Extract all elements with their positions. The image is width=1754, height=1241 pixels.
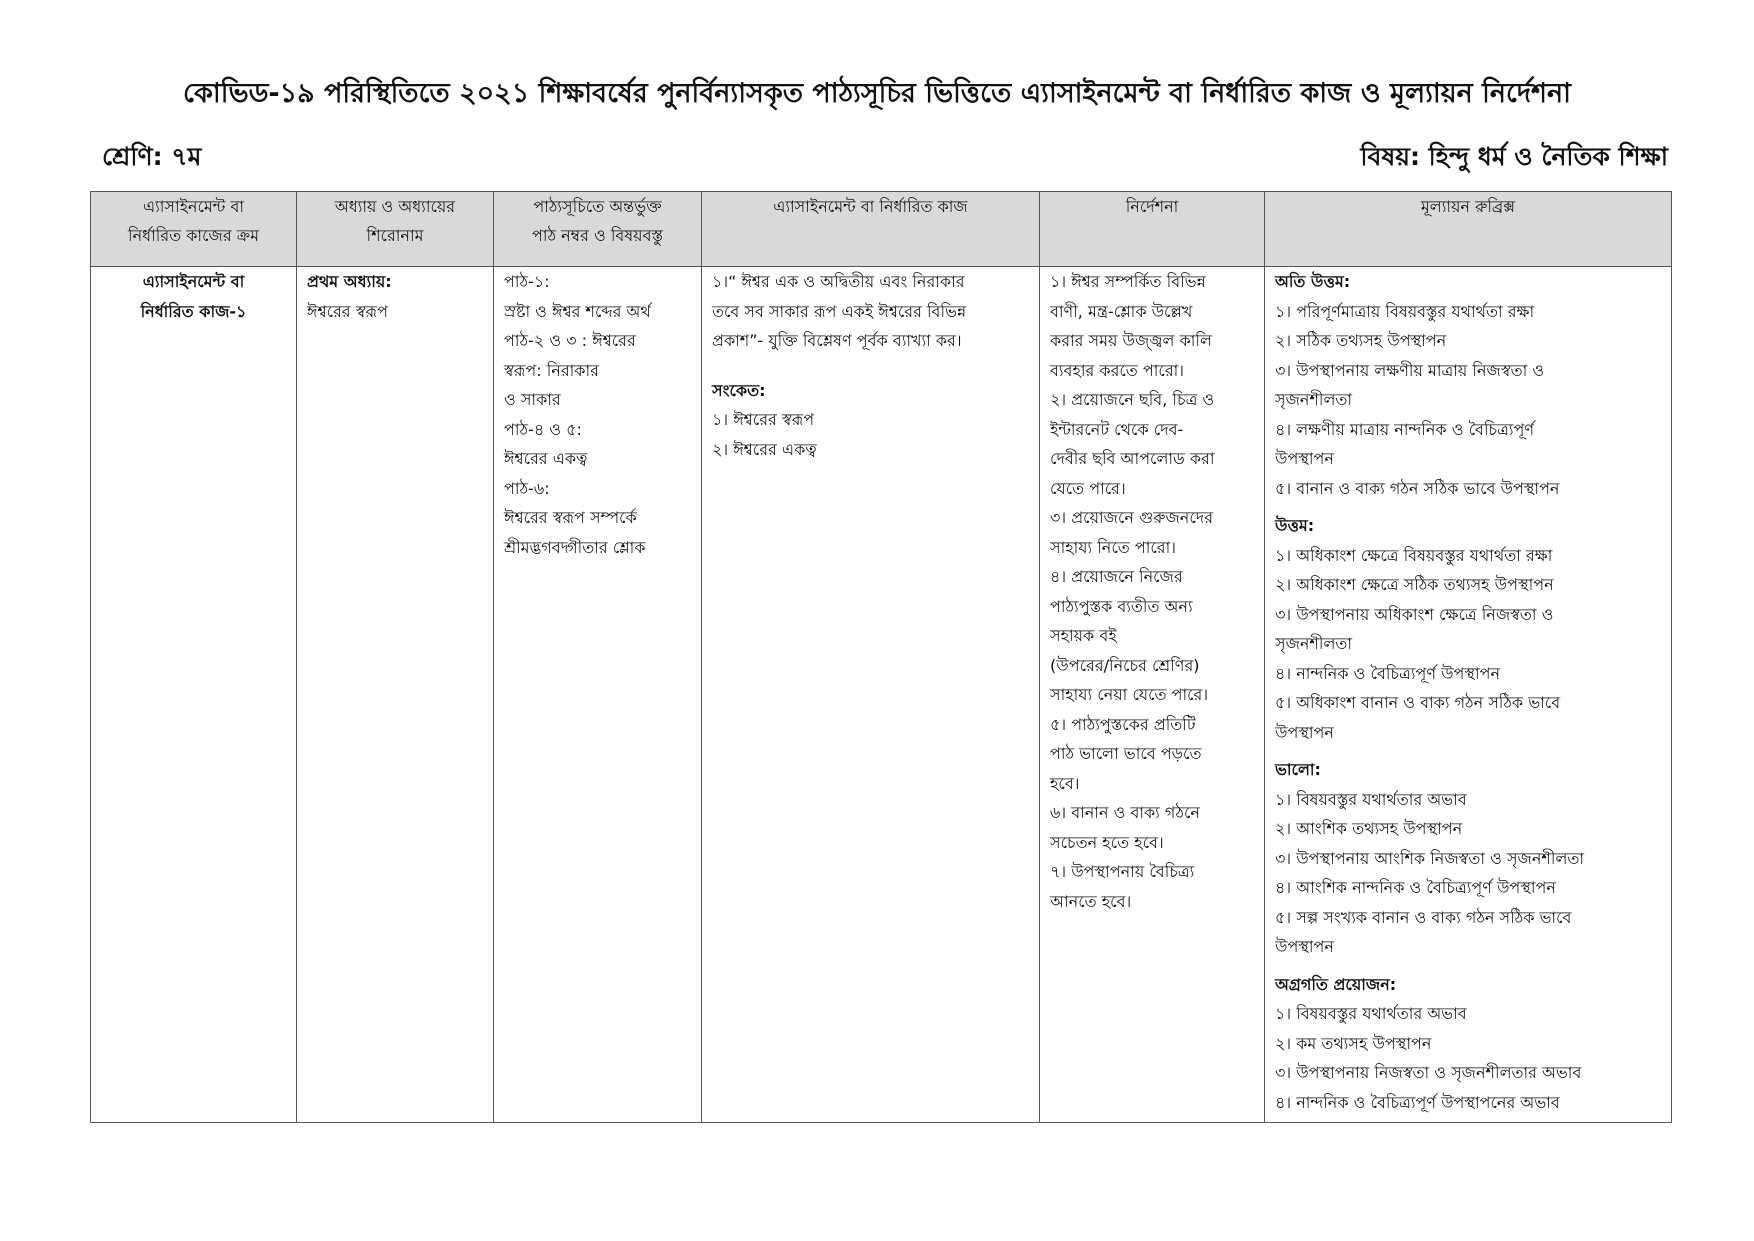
cell-assignment-no: এ্যাসাইনমেন্ট বা নির্ধারিত কাজ-১ [91,267,297,1123]
page-title: কোভিড-১৯ পরিস্থিতিতে ২০২১ শিক্ষাবর্ষের পুনর্বিন্যাসকৃত পাঠ্যসূচির ভিত্তিতে এ্যাসাইনমেন্ট বা নির্ধারিত কাজ ও মূল্যায়ন নির্দেশনা [183,78,1571,109]
rubric-heading: অতি উত্তম: [1275,272,1351,291]
hint-label: সংকেত: [712,380,766,400]
cell-rubrics: অতি উত্তম: ১। পরিপূর্ণমাত্রায় বিষয়বস্তুর যথার্থতা রক্ষা ২। সঠিক তথ্যসহ উপস্থাপন ৩। উপস্থাপনায় লক্ষণীয় মাত্রায় নিজস্বতা ও সৃজনশীলতা ৪। লক্ষণীয় মাত্রায় নান্দনিক ও বৈচিত্র্যপূর্ণ উপস্থাপন ৫। বানান ও বাক্য গঠন সঠিক ভাবে উপস্থাপন উত্তম: ১। অধিকাংশ ক্ষেত্রে বিষয়বস্তুর যথার্থতা রক্ষা ২। অধিকাংশ ক্ষেত্রে সঠিক তথ্যসহ উপস্থাপন ৩। উপস্থাপনায় অধিকাংশ ক্ষেত্রে নিজস্বতা ও সৃজনশীলতা ৪। নান্দনিক ও বৈচিত্র্যপূর্ণ উপস্থাপন ৫। অধিকাংশ বানান ও বাক্য গঠন সঠিক ভাবে উপস্থাপন ভালো: ১। বিষয়বস্তুর যথার্থতার অভাব ২। আংশিক তথ্যসহ উপস্থাপন ৩। উপস্থাপনায় আংশিক নিজস্বতা ও সৃজনশীলতা ৪। আংশিক নান্দনিক ও বৈচিত্র্যপূর্ণ উপস্থাপন ৫। সল্প সংখ্যক বানান ও বাক্য গঠন সঠিক ভাবে উপস্থাপন অগ্রগতি প্রয়োজন: ১। বিষয়বস্তুর যথার্থতার অভাব ২। কম তথ্যসহ উপস্থাপন ৩। উপস্থাপনায় নিজস্বতা ও সৃজনশীলতার অভাব ৪। নান্দনিক ও বৈচিত্র্যপূর্ণ উপস্থাপনের অভাব [1265,267,1672,1123]
cell-task: ১।“ ঈশ্বর এক ও অদ্বিতীয় এবং নিরাকার তবে সব সাকার রূপ একই ঈশ্বরের বিভিন্ন প্রকাশ”- যুক্তি বিশ্লেষণ পূর্বক ব্যাখ্যা কর। সংকেত: ১। ঈশ্বরের স্বরূপ ২। ঈশ্বরের একত্ব [702,267,1040,1123]
table-row [91,267,1672,1123]
table-header-row [91,192,1672,267]
cell-lessons: পাঠ-১: স্রষ্টা ও ঈশ্বর শব্দের অর্থ পাঠ-২ ও ৩ : ঈশ্বরের স্বরূপ: নিরাকার ও সাকার পাঠ-৪ ও ৫: ঈশ্বরের একত্ব পাঠ-৬: ঈশ্বরের স্বরূপ সম্পর্কে শ্রীমদ্ভগবদ্গীতার শ্লোক [494,267,702,1123]
header-chapter: অধ্যায় ও অধ্যায়ের শিরোনাম [297,192,494,267]
subject-label: বিষয়: হিন্দু ধর্ম ও নৈতিক শিক্ষা [1360,142,1668,171]
rubric-heading: ভালো: [1275,760,1321,779]
rubric-heading: উত্তম: [1275,516,1315,535]
rubric-heading: অগ্রগতি প্রয়োজন: [1275,974,1397,994]
header-instructions: নির্দেশনা [1040,192,1265,267]
cell-instructions: ১। ঈশ্বর সম্পর্কিত বিভিন্ন বাণী, মন্ত্র-শ্লোক উল্লেখ করার সময় উজ্জ্বল কালি ব্যবহার করতে পারো। ২। প্রয়োজনে ছবি, চিত্র ও ইন্টারনেট থেকে দেব- দেবীর ছবি আপলোড করা যেতে পারে। ৩। প্রয়োজনে গুরুজনদের সাহায্য নিতে পারো। ৪। প্রয়োজনে নিজের পাঠ্যপুস্তক ব্যতীত অন্য সহায়ক বই (উপরের/নিচের শ্রেণির) সাহায্য নেয়া যেতে পারে। ৫। পাঠ্যপুস্তকের প্রতিটি পাঠ ভালো ভাবে পড়তে হবে। ৬। বানান ও বাক্য গঠনে সচেতন হতে হবে। ৭। উপস্থাপনায় বৈচিত্র্য আনতে হবে। [1040,267,1265,1123]
header-lessons: পাঠ্যসূচিতে অন্তর্ভুক্ত পাঠ নম্বর ও বিষয়বস্তু [494,192,702,267]
chapter-title: ঈশ্বরের স্বরূপ [307,301,388,321]
class-label: শ্রেণি: ৭ম [102,142,202,171]
header-rubrics: মূল্যায়ন রুব্রিক্স [1265,192,1672,267]
assignment-table [90,191,1672,1123]
chapter-label: প্রথম অধ্যায়: [307,272,392,291]
header-task: এ্যাসাইনমেন্ট বা নির্ধারিত কাজ [702,192,1040,267]
cell-chapter [297,267,494,1123]
header-assignment-order: এ্যাসাইনমেন্ট বা নির্ধারিত কাজের ক্রম [91,192,297,267]
